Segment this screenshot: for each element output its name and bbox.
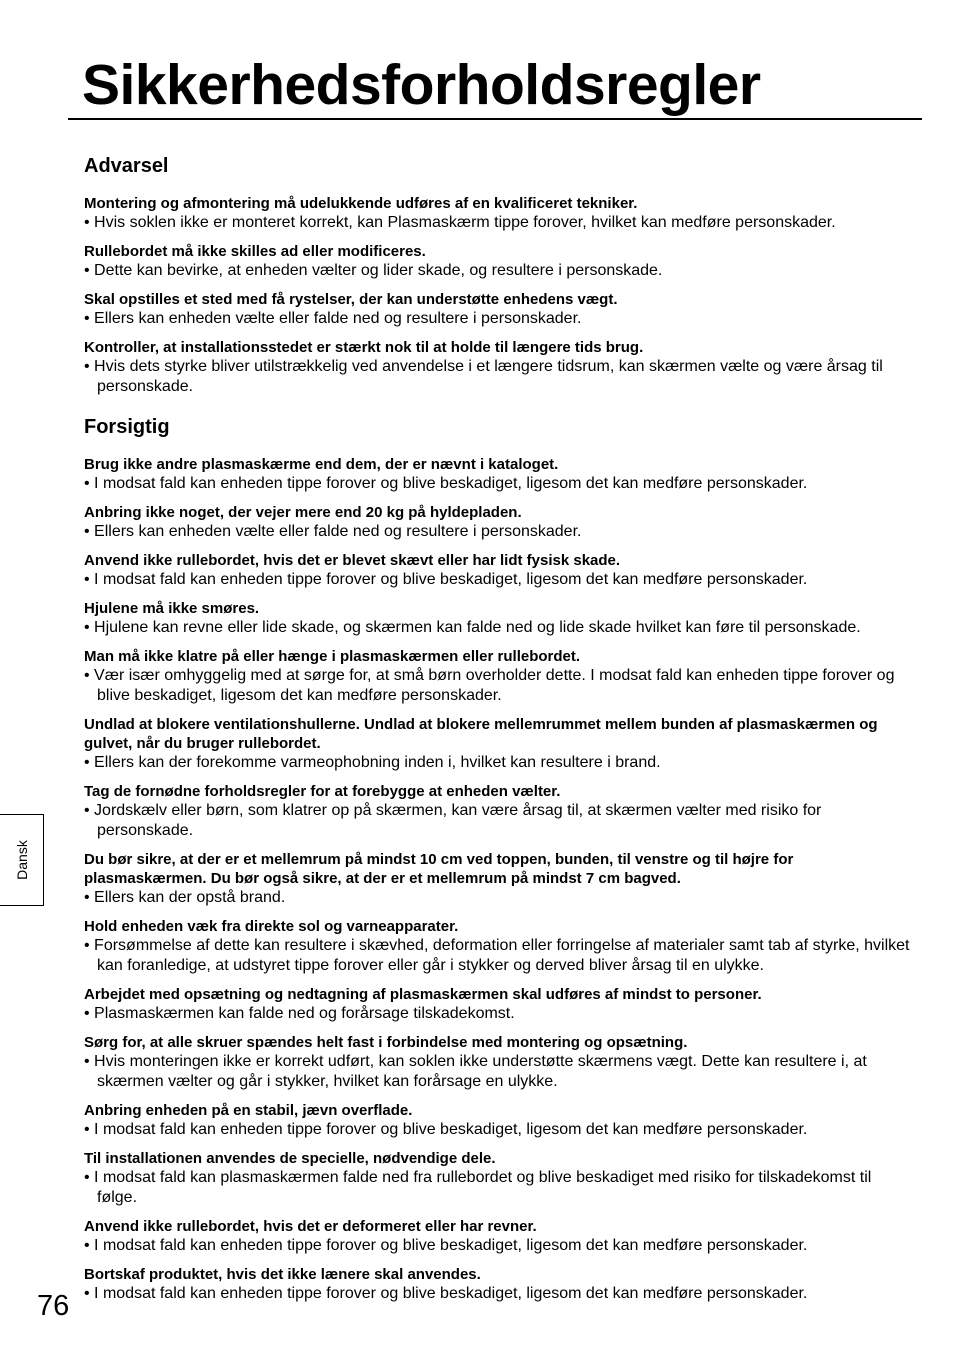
safety-item-bullet: • Hvis monteringen ikke er korrekt udført, kan soklen ikke understøtte skærmens vægt. Dette kan resultere i, at skærmen vælter og går i stykker, hvilket kan forårsage en ulykke. [84,1053,867,1090]
safety-item-heading: Sørg for, at alle skruer spændes helt fast i forbindelse med montering og opsætning. [84,1034,688,1051]
page-title: Sikkerhedsforholdsregler [82,53,761,117]
safety-item-bullet: • Ellers kan der forekomme varmeophobning inden i, hvilket kan resultere i brand. [84,754,661,771]
safety-item [84,1101,910,1140]
safety-item-heading: Kontroller, at installationsstedet er stærkt nok til at holde til længere tids brug. [84,339,644,356]
safety-item [84,850,910,908]
safety-item [84,782,910,841]
safety-item [84,194,910,233]
safety-item-bullet: • Vær især omhyggelig med at sørge for, at små børn overholder dette. I modsat fald kan enheden tippe forover og blive beskadiget, ligesom det kan medføre personskader. [84,667,895,704]
safety-item [84,1265,910,1304]
safety-item [84,599,910,638]
safety-item [84,1217,910,1256]
safety-item [84,338,910,397]
safety-item-heading: Skal opstilles et sted med få rystelser, der kan understøtte enhedens vægt. [84,291,618,308]
safety-item-bullet: • Hjulene kan revne eller lide skade, og skærmen kan falde ned og lide skade hvilket kan føre til personskade. [84,619,861,636]
safety-item-heading: Hold enheden væk fra direkte sol og varneapparater. [84,918,459,935]
safety-item [84,551,910,590]
safety-item-bullet: • I modsat fald kan enheden tippe forover og blive beskadiget, ligesom det kan medføre personskader. [84,1121,808,1138]
safety-item-bullet: • Ellers kan enheden vælte eller falde ned og resultere i personskader. [84,310,582,327]
safety-item [84,242,910,281]
language-label: Dansk [13,840,30,880]
safety-item-heading: Bortskaf produktet, hvis det ikke lænere skal anvendes. [84,1266,481,1283]
safety-item-bullet: • Ellers kan der opstå brand. [84,889,286,906]
safety-item [84,455,910,494]
safety-item [84,647,910,706]
safety-item-bullet: • I modsat fald kan plasmaskærmen falde ned fra rullebordet og blive beskadiget med risiko for tilskadekomst til følge. [84,1169,872,1206]
safety-item-bullet: • Hvis soklen ikke er monteret korrekt, kan Plasmaskærm tippe forover, hvilket kan medføre personskader. [84,214,836,231]
safety-item-heading: Tag de fornødne forholdsregler for at forebygge at enheden vælter. [84,783,561,800]
safety-item-bullet: • I modsat fald kan enheden tippe forover og blive beskadiget, ligesom det kan medføre personskader. [84,1285,808,1302]
safety-item-heading: Til installationen anvendes de specielle, nødvendige dele. [84,1150,496,1167]
safety-item-heading: Hjulene må ikke smøres. [84,600,260,617]
safety-item [84,503,910,542]
safety-item-heading: Undlad at blokere ventilationshullerne. Undlad at blokere mellemrummet mellem bunden af plasmaskærmen og gulvet, når du bruger rullebordet. [84,716,878,752]
safety-item-bullet: • Hvis dets styrke bliver utilstrækkelig ved anvendelse i et længere tidsrum, kan skærmen vælte og være årsag til personskade. [84,358,883,395]
safety-item-bullet: • I modsat fald kan enheden tippe forover og blive beskadiget, ligesom det kan medføre personskader. [84,571,808,588]
safety-item-heading: Anbring enheden på en stabil, jævn overflade. [84,1102,413,1119]
safety-item [84,715,910,773]
safety-item-bullet: • Forsømmelse af dette kan resultere i skævhed, deformation eller forringelse af materialer samt tab af styrke, hvilket kan foranledige, at udstyret tippe forover eller går i stykker og derved bliver årsag til en ulykke. [84,937,910,974]
page-number: 76 [37,1290,70,1322]
section-heading: Forsigtig [84,416,170,438]
safety-item-bullet: • Jordskælv eller børn, som klatrer op på skærmen, kan være årsag til, at skærmen vælter med risiko for personskade. [84,802,822,839]
safety-item [84,917,910,976]
language-side-tab [0,814,44,906]
safety-item-bullet: • I modsat fald kan enheden tippe forover og blive beskadiget, ligesom det kan medføre personskader. [84,475,808,492]
safety-item [84,1149,910,1208]
safety-item-heading: Arbejdet med opsætning og nedtagning af plasmaskærmen skal udføres af mindst to personer. [84,986,762,1003]
safety-item-bullet: • Ellers kan enheden vælte eller falde ned og resultere i personskader. [84,523,582,540]
safety-item-heading: Brug ikke andre plasmaskærme end dem, der er nævnt i kataloget. [84,456,559,473]
safety-item-heading: Man må ikke klatre på eller hænge i plasmaskærmen eller rullebordet. [84,648,581,665]
safety-item [84,1033,910,1092]
safety-item-heading: Montering og afmontering må udelukkende udføres af en kvalificeret tekniker. [84,195,638,212]
safety-item-heading: Anvend ikke rullebordet, hvis det er deformeret eller har revner. [84,1218,537,1235]
safety-item-heading: Anvend ikke rullebordet, hvis det er blevet skævt eller har lidt fysisk skade. [84,552,621,569]
section-1 [84,413,910,1304]
safety-item-bullet: • I modsat fald kan enheden tippe forover og blive beskadiget, ligesom det kan medføre personskader. [84,1237,808,1254]
title-divider [68,118,922,120]
safety-item-heading: Anbring ikke noget, der vejer mere end 20 kg på hyldepladen. [84,504,522,521]
section-0 [84,152,910,397]
safety-item-heading: Rullebordet må ikke skilles ad eller modificeres. [84,243,426,260]
safety-item [84,985,910,1024]
safety-item-heading: Du bør sikre, at der er et mellemrum på mindst 10 cm ved toppen, bunden, til venstre og til højre for plasmaskærmen. Du bør også sikre, at der er et mellemrum på mindst 7 cm bagved. [84,851,794,887]
safety-item-bullet: • Dette kan bevirke, at enheden vælter og lider skade, og resultere i personskade. [84,262,663,279]
section-heading: Advarsel [84,155,169,177]
document-body [84,152,910,1313]
safety-item [84,290,910,329]
safety-item-bullet: • Plasmaskærmen kan falde ned og forårsage tilskadekomst. [84,1005,515,1022]
